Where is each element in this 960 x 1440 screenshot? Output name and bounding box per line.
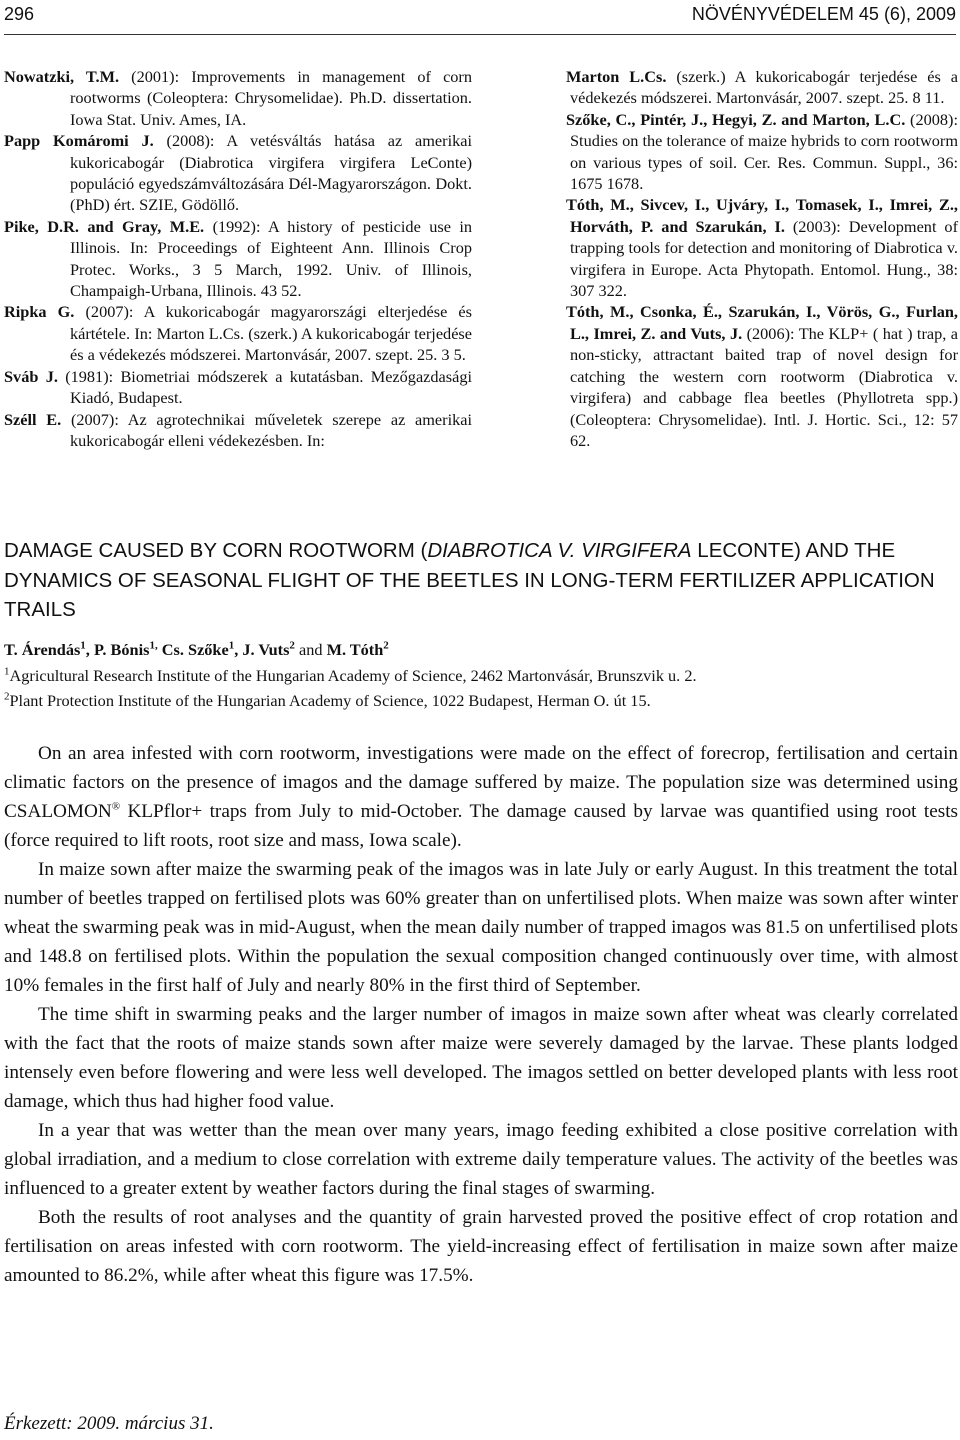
abstract-text: On an area infested with corn rootworm, investigations were made on the effect of forecrop, fertilisation and certain climatic factors on the presence of imagos and the damage suffered by maize. The population size was determined using CSALOMON [4, 743, 958, 822]
reference-authors: Sváb J. [4, 366, 58, 386]
author-name: T. Árendás [4, 640, 81, 659]
abstract-paragraph: Both the results of root analyses and the quantity of grain harvested proved the positive effect of crop rotation and fertilisation on areas infested with corn rootworm. The yield-increasing effect of fertilisation in maize sown after maize amounted to 86.2%, while after wheat this figure was 17.5%. [4, 1207, 958, 1286]
reference-entry [4, 301, 472, 365]
author-conjunction: and [294, 640, 327, 659]
reference-text: (1981): Biometriai módszerek a kutatásban. Mezőgazdasági Kiadó, Budapest. [57, 366, 472, 408]
reference-entry [4, 66, 472, 130]
affiliation-text: Plant Protection Institute of the Hungarian Academy of Science, 1022 Budapest, Herman O. út 15. [9, 691, 651, 710]
author-affiliation-mark: 1, [149, 639, 158, 652]
reference-text: (1992): A history of pesticide use in Illinois. In: Proceedings of Eighteent Ann. Illinois Crop Protec. Works., 3 5 March, 1992. Univ. of Illinois, Champaigh-Urbana, Illinois. 43 52. [70, 216, 473, 301]
reference-authors: Szőke, C., Pintér, J., Hegyi, Z. and Marton, L.C. [566, 109, 906, 129]
affiliation-number: 2 [4, 690, 10, 703]
header-rule [4, 34, 956, 35]
reference-text: (2006): The KLP+ ( hat ) trap, a non-sticky, attractant baited trap of novel design for catching the western corn rootworm (Diabrotica v. virgifera) and cabbage flea beetles (Phyllotreta spp.) (Coleoptera: Chrysomelidae). Intl. J. Hortic. Sci., 12: 57 62. [570, 323, 958, 450]
title-part-1: DAMAGE CAUSED BY CORN ROOTWORM ( [4, 539, 428, 562]
abstract-paragraph: In maize sown after maize the swarming peak of the imagos was in late July or early August. In this treatment the total number of beetles trapped on fertilised plots was 60% greater than on unfertilised plots. When maize was sown after winter wheat the swarming peak was in mid-August, when the mean daily number of trapped imagos was 81.5 on unfertilised plots and 148.8 on fertilised plots. Within the population the sexual composition changed continuously over time, with almost 10% females in the first half of July and nearly 80% in the first third of September. [4, 859, 958, 996]
affiliation-2 [4, 691, 651, 711]
references-right-column [566, 66, 958, 451]
reference-entry [4, 130, 472, 216]
reference-text: (2001): Improvements in management of corn rootworms (Coleoptera: Chrysomelidae). Ph.D. dissertation. Iowa Stat. Univ. Ames, IA. [70, 67, 472, 129]
title-species-italic: DIABROTICA V. VIRGIFERA [427, 539, 692, 562]
reference-authors: Tóth, M., Csonka, É., Szarukán, I., Vörös, G., Furlan, L., Imrei, Z. and Vuts, J. [566, 302, 958, 343]
reference-entry [4, 216, 472, 302]
author-affiliation-mark: 1 [228, 639, 235, 652]
references-left-column [4, 66, 472, 451]
reference-text: (2007): Az agrotechnikai műveletek szerepe az amerikai kukoricabogár elleni védekezésben. In: [61, 409, 472, 450]
journal-citation: NÖVÉNYVÉDELEM 45 (6), 2009 [691, 4, 956, 24]
reference-authors: Széll E. [4, 409, 62, 429]
reference-entry [4, 366, 472, 409]
page-number: 296 [4, 4, 35, 24]
abstract-text: KLPflor+ traps from July to mid-October. The damage caused by larvae was quantified using root tests (force required to lift roots, root size and mass, Iowa scale). [4, 801, 958, 851]
reference-entry [566, 66, 958, 109]
author-name: Cs. Szőke [157, 640, 229, 659]
author-name: , J. Vuts [234, 640, 290, 659]
author-affiliation-mark: 2 [383, 639, 389, 652]
reference-text: (2007): A kukoricabogár magyarországi elterjedése és kártétele. In: Marton L.Cs. (szerk.) A kukoricabogár terjedése és a védekezés módszerei. Martonvásár, 2007. szept. 25. 3 5. [70, 302, 472, 365]
reference-text: (2008): Studies on the tolerance of maize hybrids to corn rootworm on various types of soil. Cer. Res. Commun. Suppl., 36: 1675 1678. [570, 109, 958, 194]
reference-authors: Papp Komáromi J. [4, 131, 154, 151]
abstract-paragraph: In a year that was wetter than the mean over many years, imago feeding exhibited a close positive correlation with global irradiation, and a medium to close correlation with extreme daily temperature values. The activity of the beetles was influenced to a greater extent by weather factors during the final stages of swarming. [4, 1120, 958, 1199]
running-header [4, 4, 956, 26]
title-part-2: LECONTE) AND THE DYNAMICS OF SEASONAL FLIGHT OF THE BEETLES IN LONG-TERM FERTILIZER APPLICATION TRAILS [4, 539, 935, 621]
affiliation-text: Agricultural Research Institute of the Hungarian Academy of Science, 2462 Martonvásár, Brunszvik u. 2. [9, 666, 697, 685]
reference-authors: Nowatzki, T.M. [4, 67, 120, 86]
received-date: Érkezett: 2009. március 31. [4, 1413, 214, 1434]
affiliation-1 [4, 666, 697, 686]
reference-entry [4, 409, 472, 452]
author-name: M. Tóth [326, 640, 384, 659]
reference-text: (2003): Development of trapping tools for detection and monitoring of Diabrotica v. virgifera in Europe. Acta Phytopath. Entomol. Hung., 38: 307 322. [570, 216, 958, 301]
reference-authors: Pike, D.R. and Gray, M.E. [4, 216, 205, 236]
abstract-paragraph [4, 739, 958, 855]
reference-entry [566, 194, 958, 301]
reference-text: (szerk.) A kukoricabogár terjedése és a védekezés módszerei. Martonvásár, 2007. szept. 25. 8 11. [570, 67, 959, 108]
reference-entry [566, 301, 958, 451]
abstract-paragraph: The time shift in swarming peaks and the larger number of imagos in maize sown after wheat was clearly correlated with the fact that the roots of maize stands sown after maize were severely damaged by the larvae. These plants lodged intensely even before flowering and were less well developed. The imagos settled on better developed plants with less root damage, which thus had higher food value. [4, 1004, 958, 1112]
author-affiliation-mark: 1 [80, 639, 86, 652]
author-affiliation-mark: 2 [289, 639, 295, 652]
reference-text: (2008): A vetésváltás hatása az amerikai kukoricabogár (Diabrotica virgifera virgifera LeConte) populáció egyedszámváltozására Dél-Magyarországon. Dokt. (PhD) ért. SZIE, Gödöllő. [70, 131, 472, 215]
article-title [4, 536, 944, 625]
abstract [4, 739, 958, 1290]
reference-authors: Marton L.Cs. [566, 67, 667, 86]
registered-mark: ® [111, 800, 121, 813]
affiliation-number: 1 [4, 665, 10, 678]
reference-entry [566, 109, 958, 195]
author-name: , P. Bónis [85, 640, 150, 659]
author-list [4, 640, 389, 660]
reference-authors: Ripka G. [4, 302, 75, 322]
reference-authors: Tóth, M., Sivcev, I., Ujváry, I., Tomasek, I., Imrei, Z., Horváth, P. and Szarukán, I. [566, 195, 958, 236]
